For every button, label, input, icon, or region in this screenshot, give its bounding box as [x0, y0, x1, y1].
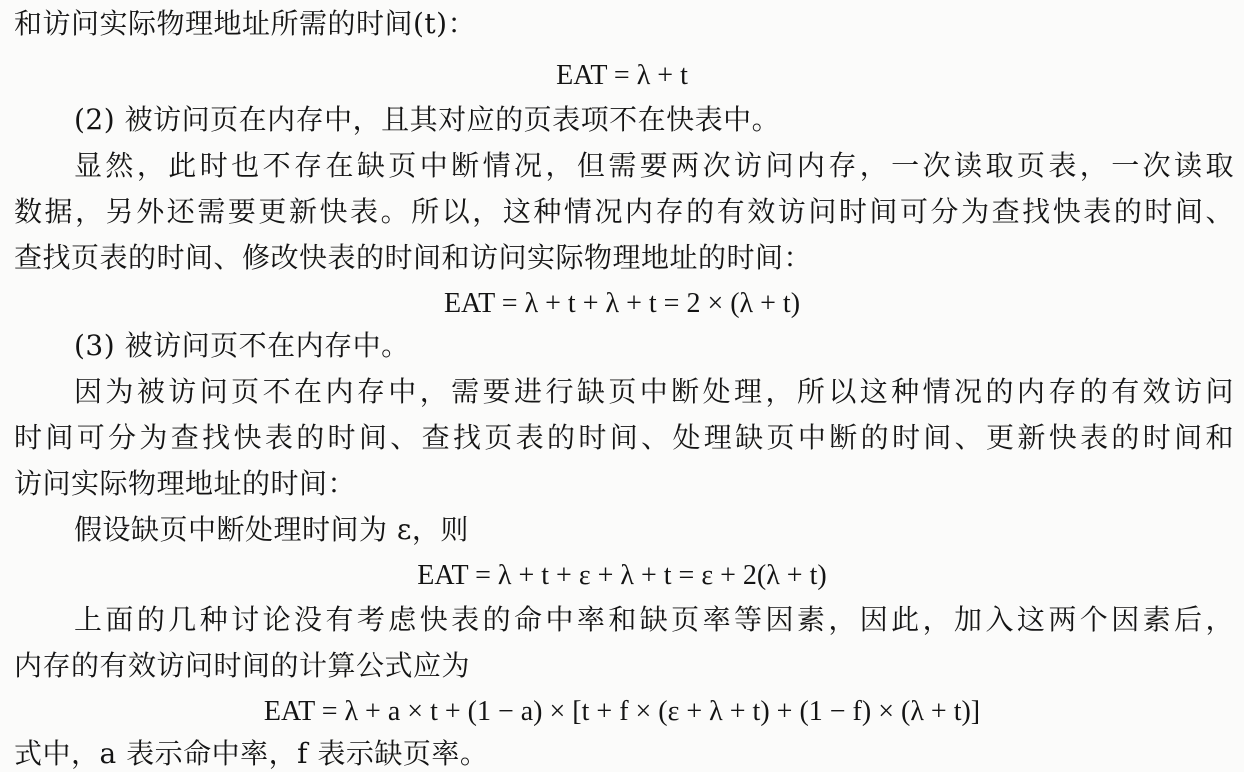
formula-eat-2: EAT = λ + t + λ + t = 2 × (λ + t)	[443, 288, 801, 319]
paragraph-line: 假设缺页中断处理时间为 ε，则	[74, 513, 469, 546]
formula-eat-1: EAT = λ + t	[556, 60, 688, 91]
text-line: 和访问实际物理地址所需的时间(t)：	[14, 7, 477, 40]
paragraph-line: 内存的有效访问时间的计算公式应为	[14, 649, 471, 682]
paragraph-line: 访问实际物理地址的时间：	[14, 467, 357, 500]
paragraph-line: 式中，a 表示命中率，f 表示缺页率。	[14, 737, 489, 770]
section-heading-3: (3) 被访问页不在内存中。	[74, 329, 410, 362]
paragraph-line: 显然，此时也不存在缺页中断情况，但需要两次访问内存，一次读取页表，一次读取	[74, 149, 1234, 182]
formula-eat-3: EAT = λ + t + ε + λ + t = ε + 2(λ + t)	[417, 560, 827, 591]
paragraph-line: 上面的几种讨论没有考虑快表的命中率和缺页率等因素，因此，加入这两个因素后，	[74, 603, 1234, 636]
paragraph-line: 数据，另外还需要更新快表。所以，这种情况内存的有效访问时间可分为查找快表的时间、	[14, 195, 1234, 228]
paragraph-line: 查找页表的时间、修改快表的时间和访问实际物理地址的时间：	[14, 241, 813, 274]
formula-eat-4: EAT = λ + a × t + (1 − a) × [t + f × (ε + λ + t) + (1 − f) × (λ + t)]	[263, 696, 981, 727]
section-heading-2: (2) 被访问页在内存中，且其对应的页表项不在快表中。	[74, 103, 781, 136]
paragraph-line: 因为被访问页不在内存中，需要进行缺页中断处理，所以这种情况的内存的有效访问	[74, 375, 1234, 408]
paragraph-line: 时间可分为查找快表的时间、查找页表的时间、处理缺页中断的时间、更新快表的时间和	[14, 421, 1234, 454]
